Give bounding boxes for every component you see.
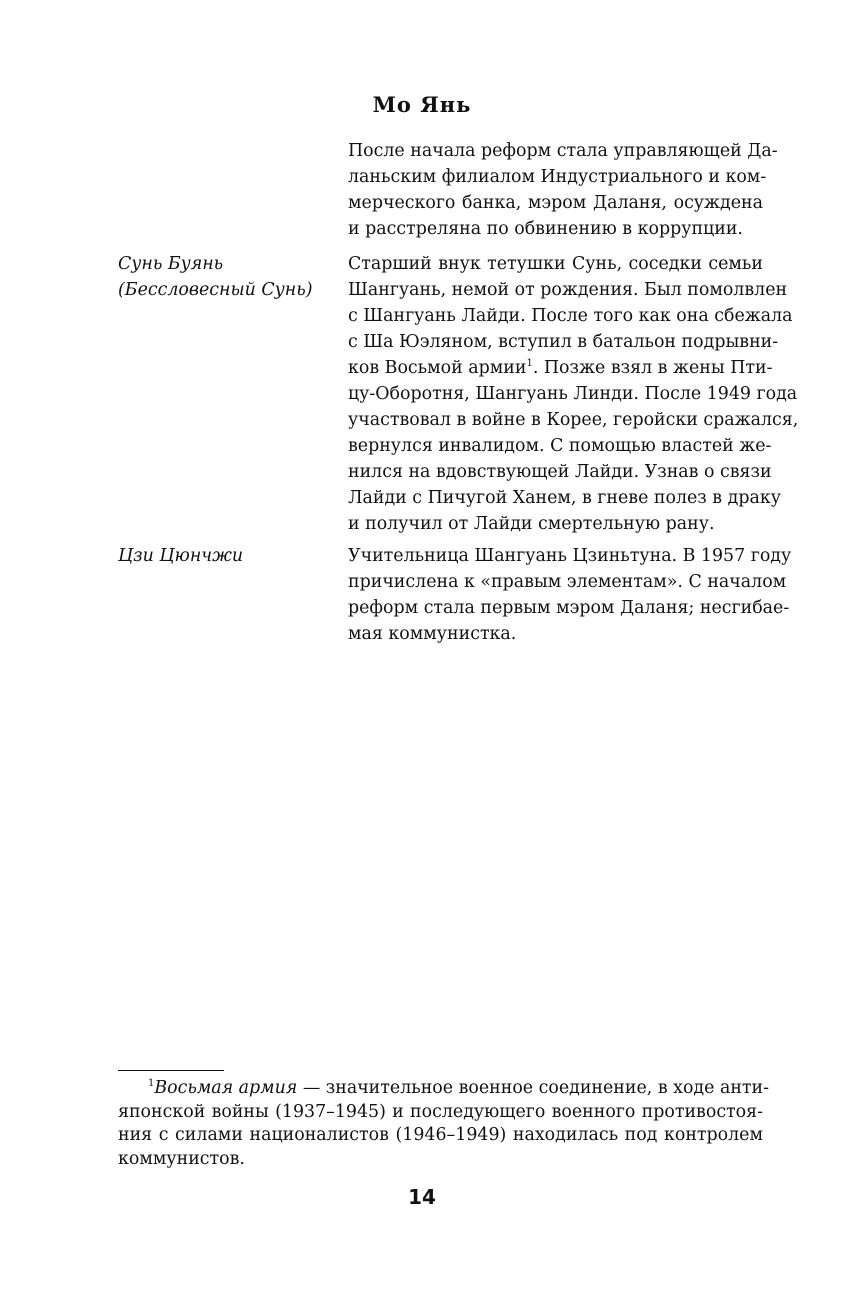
footnote-line-part: — значительное военное соединение, в ходе анти- (297, 1078, 769, 1098)
description-line: цу-Оборотня, Шангуань Линди. После 1949 года (348, 384, 798, 404)
description-line: ланьским филиалом Индустриального и ком- (348, 167, 767, 187)
description-line: мерческого банка, мэром Даланя, осуждена (348, 193, 763, 213)
description-line: нился на вдовствующей Лайди. Узнав о связи (348, 462, 772, 482)
footnote-line (118, 1077, 769, 1101)
running-header: Мо Янь (372, 92, 472, 117)
entry-description (348, 138, 778, 242)
description-line: Учительница Шангуань Цзиньтуна. В 1957 году (348, 546, 792, 566)
description-line: Лайди с Пичугой Ханем, в гневе полез в драку (348, 488, 781, 508)
character-name (118, 543, 243, 569)
entry-description (348, 543, 792, 647)
footnote-ref[interactable]: 1 (526, 358, 533, 369)
character-name-line: Цзи Цюнчжи (118, 546, 244, 566)
description-line: с Ша Юэляном, вступил в батальон подрывни- (348, 332, 779, 352)
description-line: участвовал в войне в Корее, геройски сражался, (348, 410, 799, 430)
description-line: реформ стала первым мэром Даланя; несгибае- (348, 598, 790, 618)
description-line: с Шангуань Лайди. После того как она сбежала (348, 306, 793, 326)
description-line: причислена к «правым элементам». С началом (348, 572, 787, 592)
character-name (118, 251, 312, 303)
description-line-part: ков Восьмой армии (348, 358, 527, 378)
page-number: 14 (408, 1185, 436, 1209)
description-line: Старший внук тетушки Сунь, соседки семьи (348, 254, 763, 274)
description-line-with-footnote (348, 355, 773, 381)
description-line: вернулся инвалидом. С помощью властей же- (348, 436, 772, 456)
footnote-line: японской войны (1937–1945) и последующего военного противостоя- (118, 1101, 763, 1122)
footnote-line: ния с силами националистов (1946–1949) находилась под контролем (118, 1125, 763, 1146)
footnote-term: Восьмая армия (154, 1078, 298, 1098)
description-line: После начала реформ стала управляющей Да- (348, 141, 778, 161)
character-name-line: Сунь Буянь (118, 254, 224, 274)
description-line: Шангуань, немой от рождения. Был помолвлен (348, 280, 788, 300)
footnote-divider (118, 1070, 224, 1071)
character-name-line: (Бессловесный Сунь) (118, 280, 313, 300)
footnote-marker: 1 (148, 1078, 155, 1089)
footnote (118, 1077, 769, 1172)
description-line: мая коммунистка. (348, 624, 517, 644)
description-line: и получил от Лайди смертельную рану. (348, 514, 715, 534)
description-line-part: . Позже взял в жены Пти- (532, 358, 773, 378)
description-line: и расстреляна по обвинению в коррупции. (348, 219, 743, 239)
footnote-line: коммунистов. (118, 1149, 245, 1170)
entry-description (348, 251, 799, 537)
